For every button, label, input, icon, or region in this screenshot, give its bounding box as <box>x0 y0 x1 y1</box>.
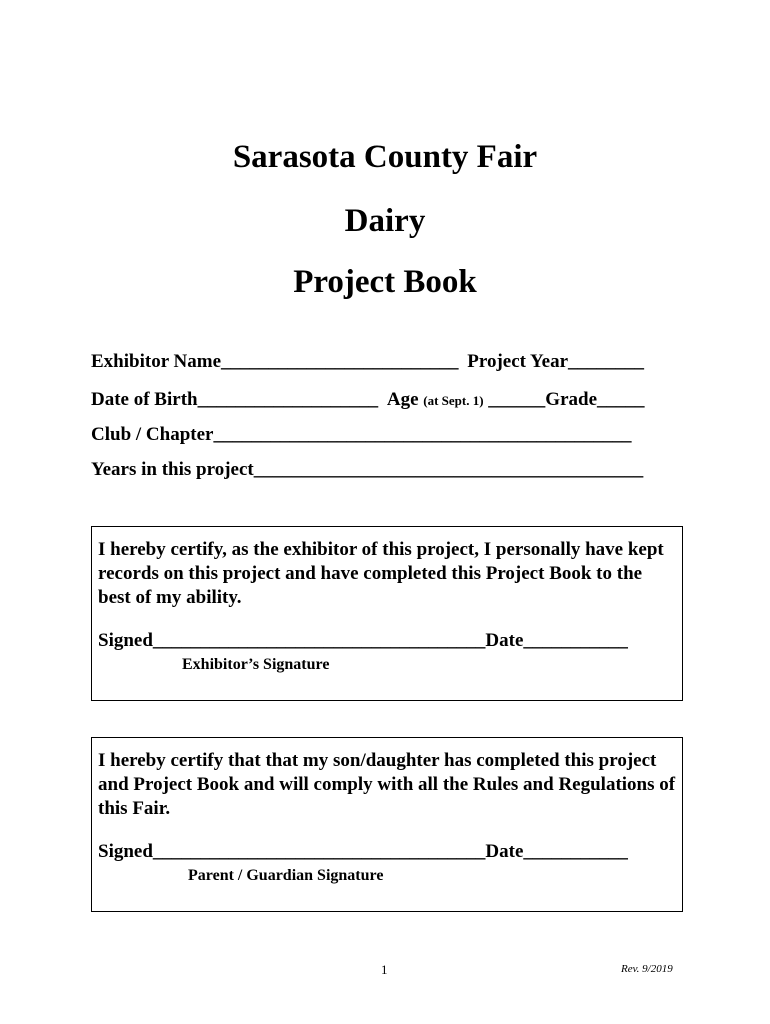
years-in-project-field: Years in this project_________________________________________ <box>91 459 644 480</box>
birth-age-grade-field <box>91 390 645 409</box>
parent-certification-text: I hereby certify that that my son/daughter has completed this project and Project Book and will comply with all the Rules and Regulations of this Fair. <box>98 750 676 819</box>
exhibitor-name-label: Exhibitor Name_________________________ <box>91 351 459 372</box>
parent-signature-caption: Parent / Guardian Signature <box>188 867 384 884</box>
exhibitor-certification-text: I hereby certify, as the exhibitor of this project, I personally have kept records on this project and have completed this Project Book to the best of my ability. <box>98 539 664 608</box>
parent-certification-box <box>91 737 683 912</box>
age-note: (at Sept. 1) <box>423 393 484 408</box>
grade-label: ______Grade_____ <box>488 389 645 410</box>
parent-signed-date-line: Signed___________________________________Date___________ <box>98 841 628 862</box>
exhibitor-certification-box <box>91 526 683 701</box>
date-of-birth-label: Date of Birth___________________ <box>91 389 379 410</box>
document-title-dairy: Dairy <box>344 203 426 239</box>
page-number: 1 <box>381 962 388 977</box>
document-title-fair: Sarasota County Fair <box>232 139 538 175</box>
document-title-project-book: Project Book <box>293 264 477 300</box>
exhibitor-name-field <box>91 352 644 371</box>
project-year-label: Project Year________ <box>467 351 645 372</box>
exhibitor-signature-caption: Exhibitor’s Signature <box>182 656 330 673</box>
club-chapter-field: Club / Chapter____________________________________________ <box>91 424 632 445</box>
age-label: Age <box>386 389 419 410</box>
revision-date: Rev. 9/2019 <box>621 963 673 975</box>
exhibitor-signed-date-line: Signed___________________________________Date___________ <box>98 630 628 651</box>
